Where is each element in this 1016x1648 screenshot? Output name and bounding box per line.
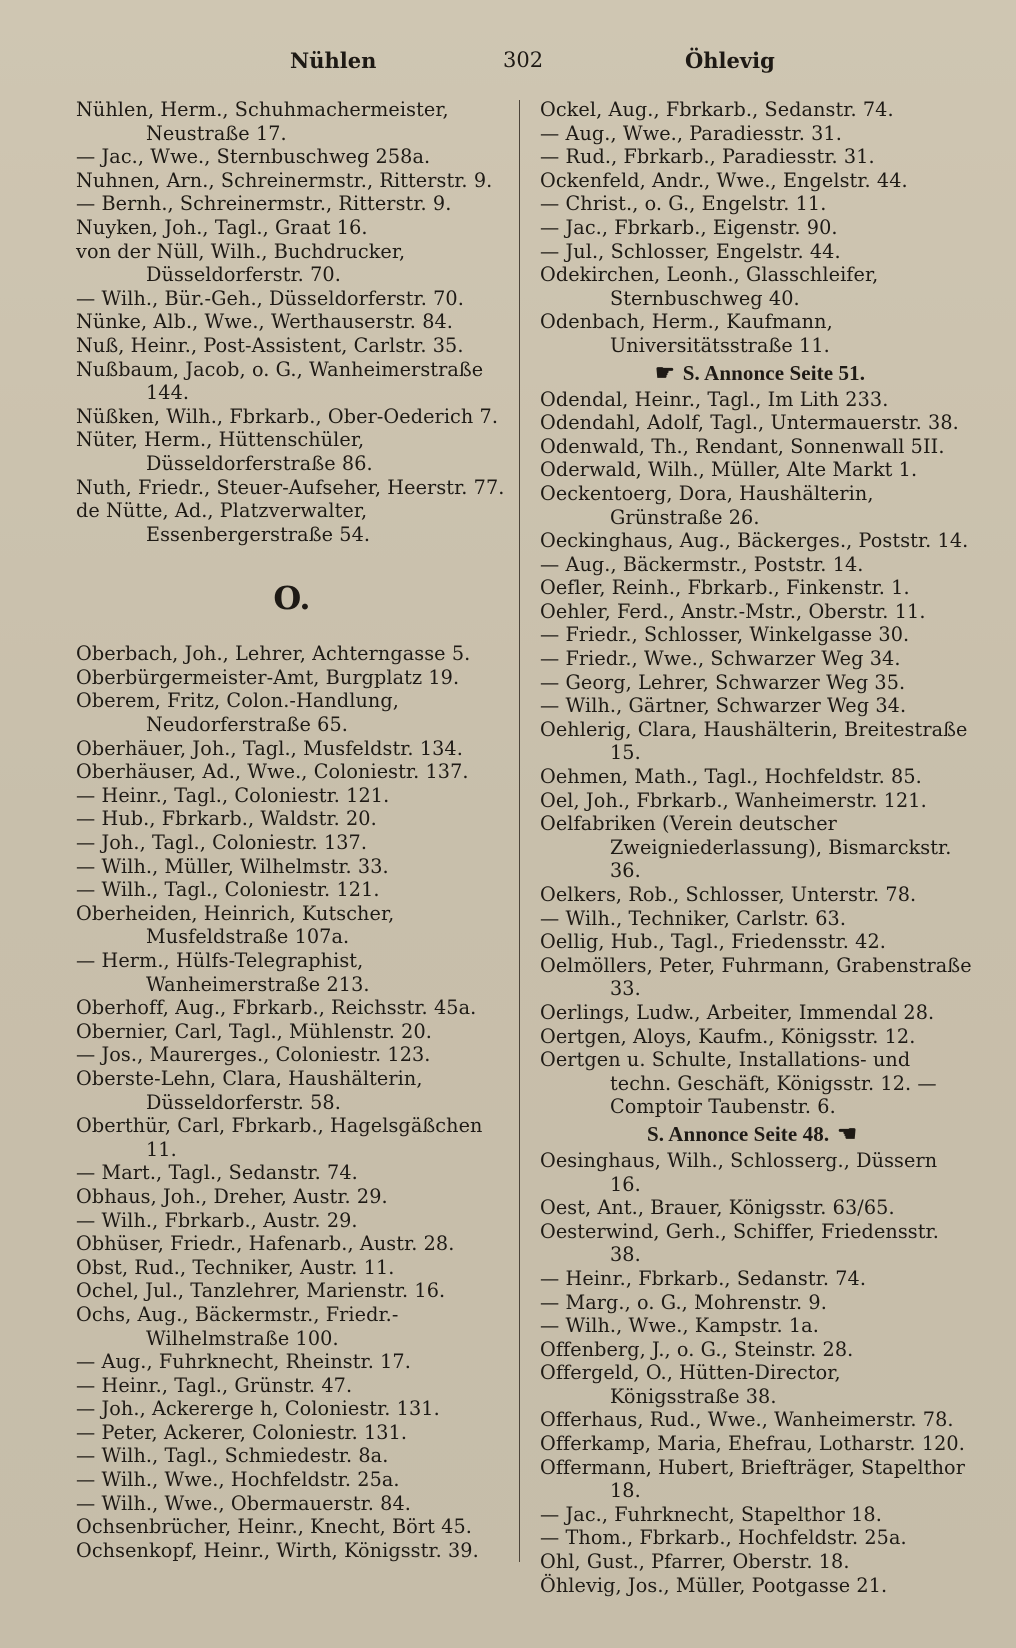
directory-entry: — Georg, Lehrer, Schwarzer Weg 35. bbox=[540, 670, 906, 694]
directory-entry: Offergeld, O., Hütten-Director, Königsstraße 38. bbox=[540, 1361, 841, 1408]
directory-entry: — Aug., Bäckermstr., Poststr. 14. bbox=[540, 552, 864, 576]
directory-entry: Oehmen, Math., Tagl., Hochfeldstr. 85. bbox=[540, 765, 922, 789]
directory-entry: Nuth, Friedr., Steuer-Aufseher, Heerstr. 77. bbox=[76, 475, 505, 499]
pointing-hand-icon: ☛ bbox=[654, 359, 675, 385]
directory-entry: — Jul., Schlosser, Engelstr. 44. bbox=[540, 239, 841, 263]
directory-entry: Oberbürgermeister-Amt, Burgplatz 19. bbox=[76, 665, 460, 689]
directory-entry: Ochsenkopf, Heinr., Wirth, Königsstr. 39. bbox=[76, 1538, 479, 1562]
directory-entry: Offermann, Hubert, Briefträger, Stapelthor 18. bbox=[540, 1455, 965, 1503]
directory-entry: Offerhaus, Rud., Wwe., Wanheimerstr. 78. bbox=[540, 1408, 954, 1432]
directory-entry: Oehler, Ferd., Anstr.-Mstr., Oberstr. 11. bbox=[540, 599, 926, 623]
annonce-text: S. Annonce Seite 48. bbox=[646, 1121, 830, 1146]
directory-entry: — Peter, Ackerer, Coloniestr. 131. bbox=[76, 1420, 408, 1444]
directory-entry: Ochel, Jul., Tanzlehrer, Marienstr. 16. bbox=[76, 1279, 446, 1303]
directory-entry: Ochs, Aug., Bäckermstr., Friedr.-Wilhelmstraße 100. bbox=[76, 1302, 399, 1350]
directory-entry: — Wilh., Wwe., Hochfeldstr. 25a. bbox=[76, 1468, 400, 1492]
directory-entry: — Herm., Hülfs-Telegraphist, Wanheimerstraße 213. bbox=[76, 949, 370, 996]
directory-entry: Oberhäuer, Joh., Tagl., Musfeldstr. 134. bbox=[76, 736, 463, 760]
directory-entry: — Friedr., Schlosser, Winkelgasse 30. bbox=[540, 623, 910, 647]
directory-entry: Odenbach, Herm., Kaufmann, Universitätsstraße 11. bbox=[540, 310, 833, 357]
directory-entry: Oesinghaus, Wilh., Schlosserg., Düssern 16. bbox=[540, 1148, 938, 1196]
directory-entry: — Mart., Tagl., Sedanstr. 74. bbox=[76, 1161, 358, 1185]
column-divider bbox=[519, 100, 520, 1562]
directory-entry: Oefler, Reinh., Fbrkarb., Finkenstr. 1. bbox=[540, 576, 910, 600]
directory-entry: Oest, Ant., Brauer, Königsstr. 63/65. bbox=[540, 1196, 895, 1220]
directory-entry: Oesterwind, Gerh., Schiffer, Friedensstr. 38. bbox=[540, 1219, 939, 1267]
directory-entry: Ockel, Aug., Fbrkarb., Sedanstr. 74. bbox=[540, 98, 894, 121]
directory-entry: Obhüser, Friedr., Hafenarb., Austr. 28. bbox=[76, 1232, 455, 1256]
left-column bbox=[76, 98, 508, 1562]
directory-entry: Oberhoff, Aug., Fbrkarb., Reichsstr. 45a. bbox=[76, 996, 477, 1020]
directory-entry: — Thom., Fbrkarb., Hochfeldstr. 25a. bbox=[540, 1526, 907, 1550]
directory-entry: — Heinr., Tagl., Grünstr. 47. bbox=[76, 1373, 353, 1397]
directory-entry: Odendal, Heinr., Tagl., Im Lith 233. bbox=[540, 387, 889, 411]
directory-entry: Oehlerig, Clara, Haushälterin, Breitestraße 15. bbox=[540, 717, 968, 765]
directory-entry: — Jac., Fuhrknecht, Stapelthor 18. bbox=[540, 1502, 882, 1526]
directory-entry: Oelfabriken (Verein deutscher Zweigniederlassung), Bismarckstr. 36. bbox=[540, 812, 952, 883]
directory-entry: — Marg., o. G., Mohrenstr. 9. bbox=[540, 1290, 827, 1314]
directory-entry: von der Nüll, Wilh., Buchdrucker, Düsseldorferstr. 70. bbox=[76, 239, 406, 287]
directory-entry: — Hub., Fbrkarb., Waldstr. 20. bbox=[76, 807, 377, 831]
directory-entry: — Jac., Wwe., Sternbuschweg 258a. bbox=[76, 145, 431, 169]
directory-entry: — Friedr., Wwe., Schwarzer Weg 34. bbox=[540, 647, 901, 671]
directory-entry: — Bernh., Schreinermstr., Ritterstr. 9. bbox=[76, 192, 452, 216]
directory-entry: Oberem, Fritz, Colon.-Handlung, Neudorferstraße 65. bbox=[76, 689, 399, 737]
page-number: 302 bbox=[503, 48, 544, 72]
directory-entry: Ochsenbrücher, Heinr., Knecht, Bört 45. bbox=[76, 1515, 472, 1539]
directory-entry: Öhlevig, Jos., Müller, Pootgasse 21. bbox=[540, 1573, 888, 1597]
directory-entry: — Wilh., Müller, Wilhelmstr. 33. bbox=[76, 854, 389, 878]
directory-entry: Offenberg, J., o. G., Steinstr. 28. bbox=[540, 1337, 854, 1361]
directory-entry: Oertgen u. Schulte, Installations- und techn. Geschäft, Königsstr. 12. — Comptoir Taubenstr. 6. bbox=[540, 1048, 937, 1119]
annonce-reference-1 bbox=[540, 358, 972, 388]
directory-entry: — Wilh., Tagl., Coloniestr. 121. bbox=[76, 878, 380, 902]
directory-entry: Obst, Rud., Techniker, Austr. 11. bbox=[76, 1255, 395, 1279]
left-entries-o bbox=[76, 642, 508, 1562]
directory-entry: — Wilh., Gärtner, Schwarzer Weg 34. bbox=[540, 694, 907, 718]
directory-entry: — Heinr., Fbrkarb., Sedanstr. 74. bbox=[540, 1266, 867, 1290]
directory-entry: Ohl, Gust., Pfarrer, Oberstr. 18. bbox=[540, 1550, 850, 1574]
directory-entry: Oberbach, Joh., Lehrer, Achterngasse 5. bbox=[76, 642, 471, 666]
directory-entry: — Rud., Fbrkarb., Paradiesstr. 31. bbox=[540, 145, 875, 169]
directory-entry: — Wilh., Wwe., Obermauerstr. 84. bbox=[76, 1491, 411, 1515]
directory-entry: — Wilh., Fbrkarb., Austr. 29. bbox=[76, 1208, 358, 1232]
directory-entry: — Wilh., Wwe., Kampstr. 1a. bbox=[540, 1314, 819, 1338]
directory-entry: Oelmöllers, Peter, Fuhrmann, Grabenstraße 33. bbox=[540, 953, 972, 1001]
directory-entry: Oel, Joh., Fbrkarb., Wanheimerstr. 121. bbox=[540, 788, 927, 812]
directory-entry: de Nütte, Ad., Platzverwalter, Essenbergerstraße 54. bbox=[76, 499, 371, 546]
section-letter: O. bbox=[273, 579, 311, 618]
directory-entry: — Wilh., Techniker, Carlstr. 63. bbox=[540, 906, 847, 930]
directory-entry: Oertgen, Aloys, Kaufm., Königsstr. 12. bbox=[540, 1024, 916, 1048]
directory-entry: — Aug., Fuhrknecht, Rheinstr. 17. bbox=[76, 1350, 411, 1374]
directory-entry: Nuyken, Joh., Tagl., Graat 16. bbox=[76, 215, 368, 239]
directory-entry: Oderwald, Wilh., Müller, Alte Markt 1. bbox=[540, 458, 918, 482]
annonce-text: S. Annonce Seite 51. bbox=[682, 360, 866, 385]
directory-entry: Oberste-Lehn, Clara, Haushälterin, Düsseldorferstr. 58. bbox=[76, 1066, 423, 1114]
directory-entry: Odekirchen, Leonh., Glasschleifer, Sternbuschweg 40. bbox=[540, 263, 879, 310]
directory-entry: — Jos., Maurerges., Coloniestr. 123. bbox=[76, 1043, 431, 1067]
directory-entry: Ockenfeld, Andr., Wwe., Engelstr. 44. bbox=[540, 168, 908, 192]
directory-entry: Nuß, Heinr., Post-Assistent, Carlstr. 35. bbox=[76, 333, 464, 357]
directory-entry: — Aug., Wwe., Paradiesstr. 31. bbox=[540, 121, 842, 145]
directory-entry: — Joh., Ackererge h, Coloniestr. 131. bbox=[76, 1397, 440, 1421]
directory-entry: Oberhäuser, Ad., Wwe., Coloniestr. 137. bbox=[76, 760, 469, 784]
header-last-word: Öhlevig bbox=[685, 48, 775, 73]
page-header bbox=[0, 48, 1016, 82]
directory-entry: — Joh., Tagl., Coloniestr. 137. bbox=[76, 831, 368, 855]
left-entries-n bbox=[76, 98, 508, 546]
directory-entry: — Heinr., Tagl., Coloniestr. 121. bbox=[76, 783, 390, 807]
directory-entry: Oberheiden, Heinrich, Kutscher, Musfeldstraße 107a. bbox=[76, 901, 395, 949]
directory-entry: Nühlen, Herm., Schuhmachermeister, Neustraße 17. bbox=[76, 98, 449, 145]
directory-entry: — Wilh., Bür.-Geh., Düsseldorferstr. 70. bbox=[76, 286, 464, 310]
directory-entry: Odenwald, Th., Rendant, Sonnenwall 5II. bbox=[540, 434, 945, 458]
directory-entry: Obernier, Carl, Tagl., Mühlenstr. 20. bbox=[76, 1019, 432, 1043]
directory-entry: Oberthür, Carl, Fbrkarb., Hagelsgäßchen 11. bbox=[76, 1114, 483, 1161]
directory-entry: Nüter, Herm., Hüttenschüler, Düsseldorferstraße 86. bbox=[76, 428, 373, 475]
directory-entry: Nünke, Alb., Wwe., Werthauserstr. 84. bbox=[76, 310, 454, 334]
directory-entry: Offerkamp, Maria, Ehefrau, Lotharstr. 120. bbox=[540, 1432, 965, 1456]
header-first-word: Nühlen bbox=[290, 48, 377, 73]
directory-entry: Nuhnen, Arn., Schreinermstr., Ritterstr. 9. bbox=[76, 168, 493, 192]
directory-entry: Oeckentoerg, Dora, Haushälterin, Grünstraße 26. bbox=[540, 481, 874, 529]
directory-entry: Obhaus, Joh., Dreher, Austr. 29. bbox=[76, 1184, 388, 1208]
directory-entry: — Christ., o. G., Engelstr. 11. bbox=[540, 192, 827, 216]
directory-entry: Oerlings, Ludw., Arbeiter, Immendal 28. bbox=[540, 1000, 935, 1024]
directory-entry: — Wilh., Tagl., Schmiedestr. 8a. bbox=[76, 1444, 389, 1468]
directory-entry: Oeckinghaus, Aug., Bäckerges., Poststr. 14. bbox=[540, 529, 969, 553]
directory-entry: Oelkers, Rob., Schlosser, Unterstr. 78. bbox=[540, 883, 917, 906]
directory-entry: — Jac., Fbrkarb., Eigenstr. 90. bbox=[540, 215, 838, 239]
annonce-reference-2 bbox=[540, 1119, 972, 1149]
right-entries-c bbox=[540, 1149, 972, 1597]
directory-entry: Odendahl, Adolf, Tagl., Untermauerstr. 38. bbox=[540, 411, 959, 435]
directory-entry: Nüßken, Wilh., Fbrkarb., Ober-Oederich 7. bbox=[76, 404, 499, 428]
right-column bbox=[540, 98, 972, 1597]
right-entries-b bbox=[540, 388, 972, 1119]
right-entries-a bbox=[540, 98, 972, 358]
pointing-hand-icon: ☚ bbox=[837, 1120, 858, 1146]
directory-entry: Oellig, Hub., Tagl., Friedensstr. 42. bbox=[540, 930, 886, 954]
directory-entry: Nußbaum, Jacob, o. G., Wanheimerstraße 144. bbox=[76, 357, 484, 405]
